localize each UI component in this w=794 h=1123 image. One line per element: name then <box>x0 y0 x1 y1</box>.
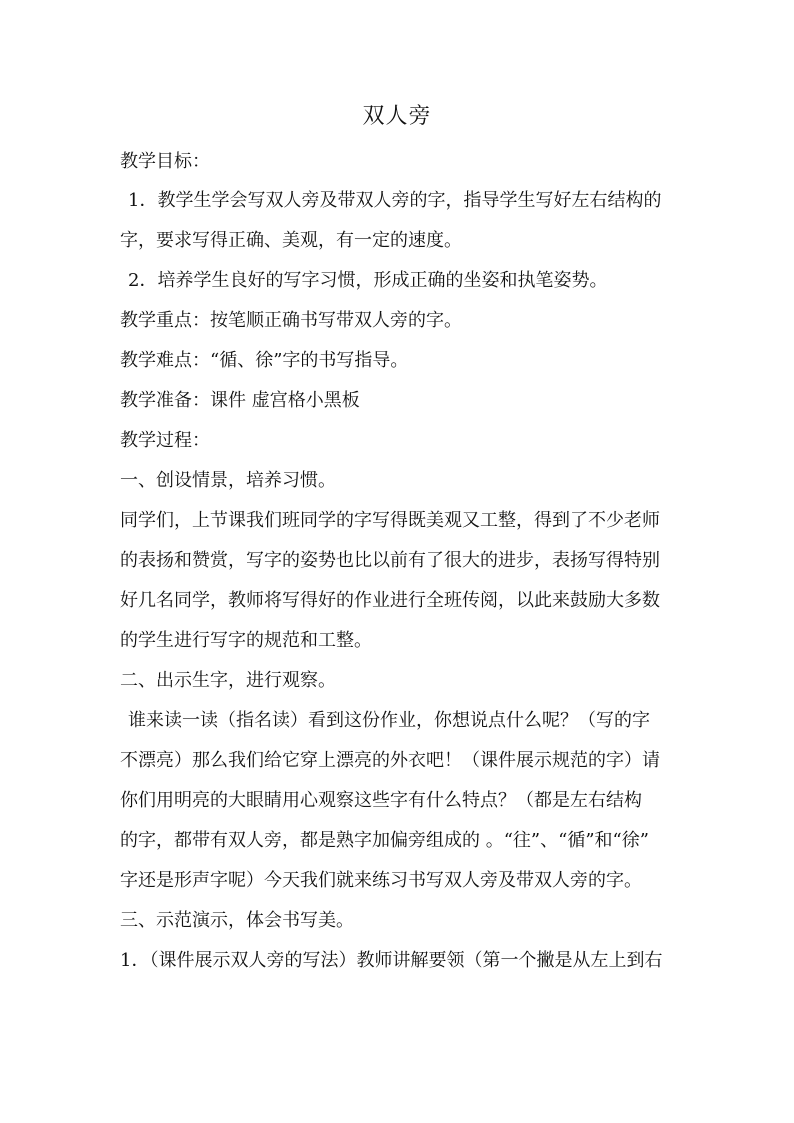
page-title: 双人旁 <box>362 104 432 129</box>
line-paragraph-2b: 不漂亮）那么我们给它穿上漂亮的外衣吧！（课件展示规范的字）请 <box>120 750 660 771</box>
line-section-3: 三、示范演示，体会书写美。 <box>120 910 354 931</box>
line-objectives-heading: 教学目标： <box>120 151 210 172</box>
line-process-heading: 教学过程： <box>120 430 210 451</box>
line-preparation: 教学准备：课件 虚宫格小黑板 <box>120 390 360 411</box>
line-objective-1a: 1．教学生学会写双人旁及带双人旁的字，指导学生写好左右结构的 <box>128 190 662 211</box>
line-paragraph-2a: 谁来读一读（指名读）看到这份作业，你想说点什么呢？（写的字 <box>128 710 650 731</box>
line-paragraph-3a: 1．（课件展示双人旁的写法）教师讲解要领（第一个撇是从左上到右 <box>120 950 663 971</box>
line-paragraph-2e: 字还是形声字呢）今天我们就来练习书写双人旁及带双人旁的字。 <box>120 870 642 891</box>
line-paragraph-2d: 的字，都带有双人旁，都是熟字加偏旁组成的 。“往”、“循”和“徐” <box>120 830 649 851</box>
line-section-2: 二、出示生字，进行观察。 <box>120 670 336 691</box>
line-difficulty: 教学难点：“循、徐”字的书写指导。 <box>120 350 409 371</box>
line-objective-2: 2．培养学生良好的写字习惯，形成正确的坐姿和执笔姿势。 <box>128 270 608 291</box>
line-paragraph-2c: 你们用明亮的大眼睛用心观察这些字有什么特点？（都是左右结构 <box>120 790 642 811</box>
line-paragraph-1c: 好几名同学，教师将写得好的作业进行全班传阅，以此来鼓励大多数 <box>120 590 660 611</box>
line-paragraph-1b: 的表扬和赞赏，写字的姿势也比以前有了很大的进步，表扬写得特别 <box>120 550 660 571</box>
line-section-1: 一、创设情景，培养习惯。 <box>120 470 336 491</box>
line-objective-1b: 字，要求写得正确、美观，有一定的速度。 <box>120 230 462 251</box>
line-paragraph-1d: 的学生进行写字的规范和工整。 <box>120 630 372 651</box>
line-key-point: 教学重点：按笔顺正确书写带双人旁的字。 <box>120 310 462 331</box>
line-paragraph-1a: 同学们，上节课我们班同学的字写得既美观又工整，得到了不少老师 <box>120 510 660 531</box>
